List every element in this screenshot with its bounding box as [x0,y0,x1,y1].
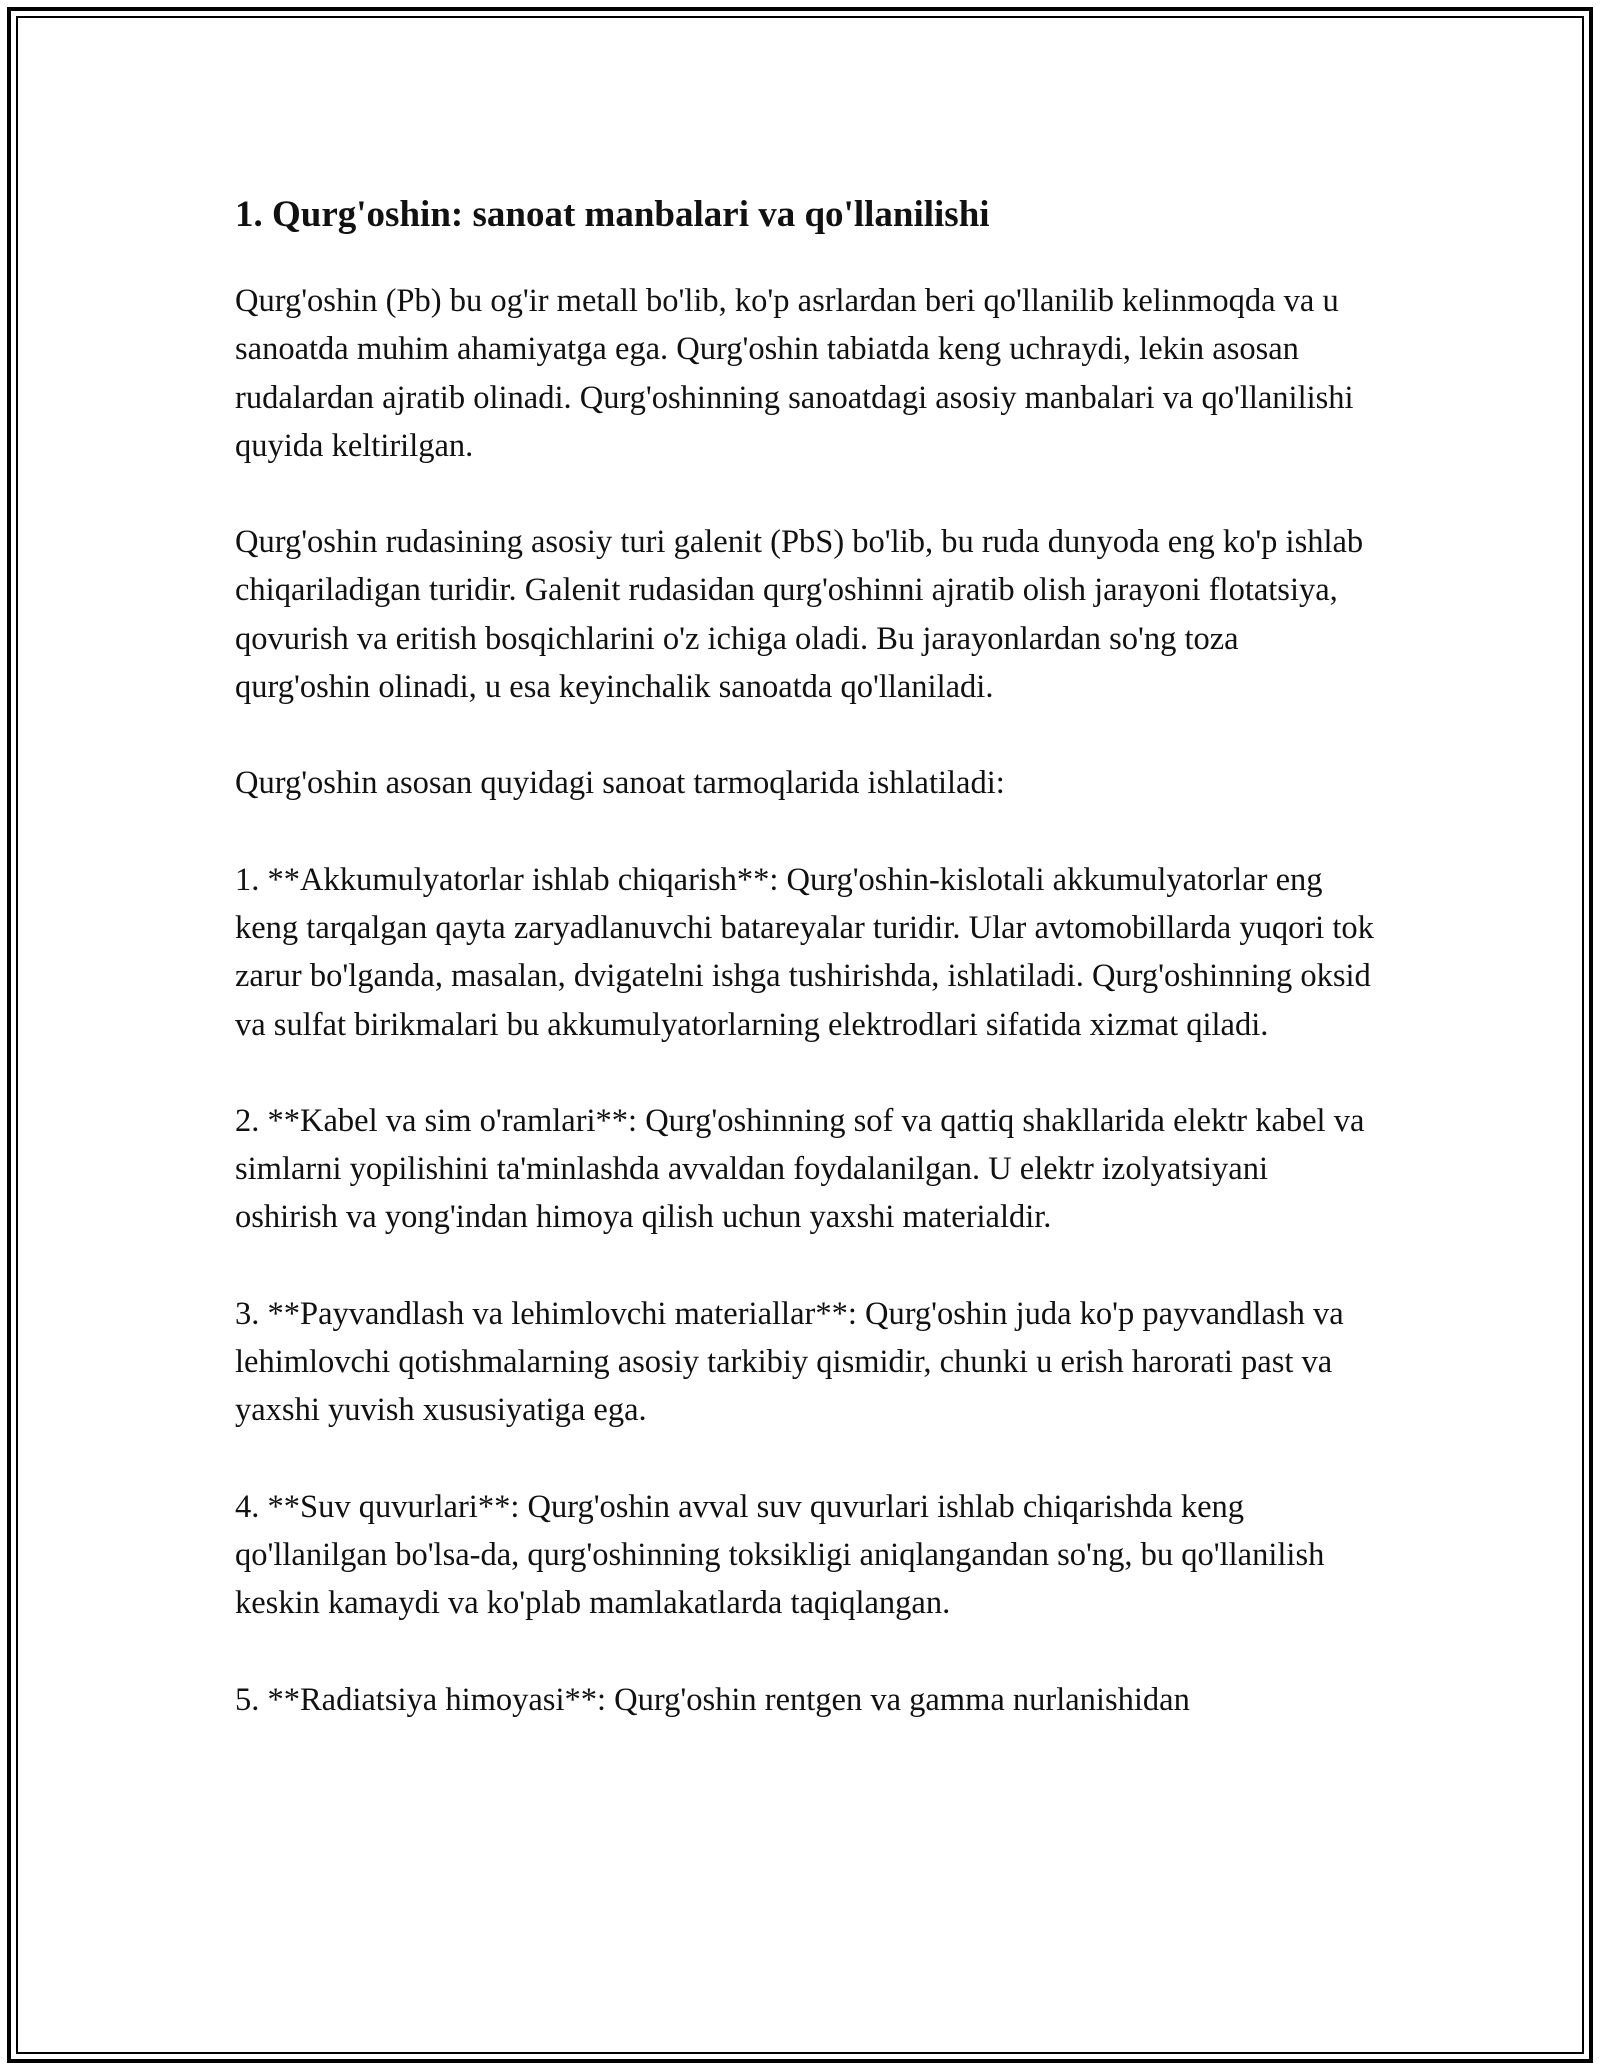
list-item-kabel: 2. **Kabel va sim o'ramlari**: Qurg'oshinning sof va qattiq shakllarida elektr kabel va simlarni yopilishini ta'minlashda avvaldan foydalanilgan. U elektr izolyatsiyani oshirish va yong'indan himoya qilish uchun yaxshi materialdir. [235,1102,1365,1236]
list-item-suv-quvurlari: 4. **Suv quvurlari**: Qurg'oshin avval suv quvurlari ishlab chiqarishda keng qo'llanilgan bo'lsa-da, qurg'oshinning toksikligi aniqlangandan so'ng, bu qo'llanilish keskin kamaydi va ko'plab mamlakatlarda taqiqlangan. [235,1488,1325,1622]
paragraph-galenit: Qurg'oshin rudasining asosiy turi galenit (PbS) bo'lib, bu ruda dunyoda eng ko'p ishlab chiqariladigan turidir. Galenit rudasidan qurg'oshinni ajratib olish jarayoni flotatsiya, qovurish va eritish bosqichlarini o'z ichiga oladi. Bu jarayonlardan so'ng toza qurg'oshin olinadi, u esa keyinchalik sanoatda qo'llaniladi. [235,524,1364,706]
document-body [235,187,1375,1772]
paragraph-industries-intro: Qurg'oshin asosan quyidagi sanoat tarmoqlarida ishlatiladi: [235,765,1005,802]
list-item-radiatsiya: 5. **Radiatsiya himoyasi**: Qurg'oshin rentgen va gamma nurlanishidan [235,1681,1190,1718]
document-title: 1. Qurg'oshin: sanoat manbalari va qo'llanilishi [235,194,990,235]
list-item-akkumulyatorlar: 1. **Akkumulyatorlar ishlab chiqarish**: Qurg'oshin-kislotali akkumulyatorlar eng keng tarqalgan qayta zaryadlanuvchi batareyalar turidir. Ular avtomobillarda yuqori tok zarur bo'lganda, masalan, dvigatelni ishga tushirishda, ishlatiladi. Qurg'oshinning oksid va sulfat birikmalari bu akkumulyatorlarning elektrodlari sifatida xizmat qiladi. [235,861,1374,1043]
list-item-payvandlash: 3. **Payvandlash va lehimlovchi materiallar**: Qurg'oshin juda ko'p payvandlash va lehimlovchi qotishmalarning asosiy tarkibiy qismidir, chunki u erish harorati past va yaxshi yuvish xususiyatiga ega. [235,1295,1344,1429]
paragraph-intro: Qurg'oshin (Pb) bu og'ir metall bo'lib, ko'p asrlardan beri qo'llanilib kelinmoqda va u sanoatda muhim ahamiyatga ega. Qurg'oshin tabiatda keng uchraydi, lekin asosan rudalardan ajratib olinadi. Qurg'oshinning sanoatdagi asosiy manbalari va qo'llanilishi quyida keltirilgan. [235,283,1354,464]
